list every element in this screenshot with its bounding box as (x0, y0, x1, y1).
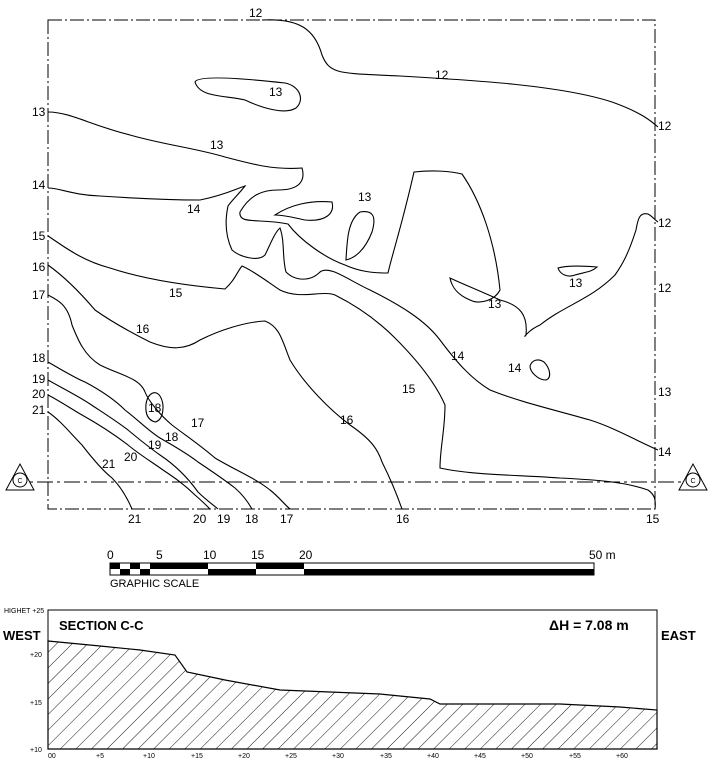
x-tick: +25 (285, 753, 297, 760)
scale-tick-10: 10 (203, 548, 217, 562)
contour-label: 17 (32, 288, 46, 302)
contour-label: 13 (32, 105, 46, 119)
x-tick: +45 (474, 753, 486, 760)
cross-section (3, 608, 696, 760)
contour-label: 20 (32, 387, 46, 401)
contour-16-main (48, 265, 402, 509)
y-tick: +10 (30, 747, 42, 754)
topographic-map (6, 6, 707, 526)
contour-label: 16 (340, 413, 354, 427)
x-tick: +50 (521, 753, 533, 760)
contour-13-pond (275, 202, 333, 221)
contour-label: 12 (658, 281, 672, 295)
contour-label: 15 (32, 229, 46, 243)
west-label: WEST (3, 628, 41, 643)
y-axis-title: HIGHET +25 (4, 608, 45, 615)
contour-label: 15 (402, 382, 416, 396)
contour-label: 15 (169, 286, 183, 300)
x-tick: +20 (238, 753, 250, 760)
contour-label: 19 (217, 512, 231, 526)
scale-title: GRAPHIC SCALE (110, 578, 200, 590)
contour-label: 21 (128, 512, 142, 526)
contour-label: 19 (32, 372, 46, 386)
x-tick: +30 (332, 753, 344, 760)
x-tick: +15 (191, 753, 203, 760)
y-tick: +15 (30, 700, 42, 707)
scale-tick-50: 50 m (589, 548, 616, 562)
marker-label: C (17, 478, 23, 485)
contour-lines (48, 20, 658, 509)
scale-tick-5: 5 (156, 548, 163, 562)
scale-tick-15: 15 (251, 548, 265, 562)
scale-bar (110, 563, 594, 575)
map-frame (48, 20, 655, 509)
contour-label: 18 (165, 430, 179, 444)
contour-label: 17 (191, 416, 205, 430)
contour-label: 13 (269, 85, 283, 99)
contour-label: 14 (187, 202, 201, 216)
contour-label: 12 (658, 216, 672, 230)
contour-label: 20 (124, 450, 138, 464)
contour-label: 13 (569, 276, 583, 290)
contour-14-island (530, 360, 550, 380)
contour-label: 14 (508, 361, 522, 375)
contour-label: 21 (32, 403, 46, 417)
contour-14-main (48, 186, 658, 450)
contour-label: 12 (435, 68, 449, 82)
contour-label: 14 (32, 178, 46, 192)
east-label: EAST (661, 628, 696, 643)
graphic-scale (107, 548, 616, 590)
contour-label: 21 (102, 457, 116, 471)
marker-label: C (690, 478, 696, 485)
contour-label: 17 (280, 512, 294, 526)
delta-h: ΔH = 7.08 m (549, 617, 629, 633)
contour-13-main (48, 112, 658, 336)
contour-label: 13 (658, 385, 672, 399)
ground-profile (48, 641, 657, 749)
contour-13-island (195, 78, 300, 111)
contour-label: 18 (245, 512, 259, 526)
x-axis-ticks (48, 753, 628, 760)
contour-label: 12 (658, 119, 672, 133)
section-marker-east (679, 464, 707, 490)
contour-13-small (346, 212, 374, 260)
contour-label: 20 (193, 512, 207, 526)
x-tick: 00 (48, 753, 56, 760)
x-tick: +60 (616, 753, 628, 760)
contour-label: 16 (136, 322, 150, 336)
contour-label: 16 (32, 260, 46, 274)
contour-15-main (48, 236, 655, 509)
x-tick: +40 (427, 753, 439, 760)
contour-13-right-island (558, 266, 597, 276)
x-tick: +35 (380, 753, 392, 760)
contour-19-main (48, 380, 218, 509)
contour-label: 14 (451, 349, 465, 363)
contour-label: 15 (646, 512, 660, 526)
contour-label: 13 (210, 138, 224, 152)
x-tick: +5 (96, 753, 104, 760)
y-tick: +20 (30, 652, 42, 659)
contour-label: 13 (488, 297, 502, 311)
scale-tick-20: 20 (299, 548, 313, 562)
contour-label: 13 (358, 190, 372, 204)
contour-17-main (48, 295, 290, 509)
contour-12-top (262, 20, 658, 127)
x-tick: +55 (569, 753, 581, 760)
contour-label: 19 (148, 438, 162, 452)
contour-21-main (48, 412, 132, 509)
contour-label: 14 (658, 445, 672, 459)
contour-label: 16 (396, 512, 410, 526)
contour-label: 12 (249, 6, 263, 20)
contour-18-main (48, 362, 252, 509)
section-marker-west (6, 464, 34, 490)
contour-label: 18 (148, 401, 162, 415)
scale-tick-0: 0 (107, 548, 114, 562)
x-tick: +10 (143, 753, 155, 760)
section-title: SECTION C-C (59, 618, 144, 633)
contour-label: 18 (32, 351, 46, 365)
